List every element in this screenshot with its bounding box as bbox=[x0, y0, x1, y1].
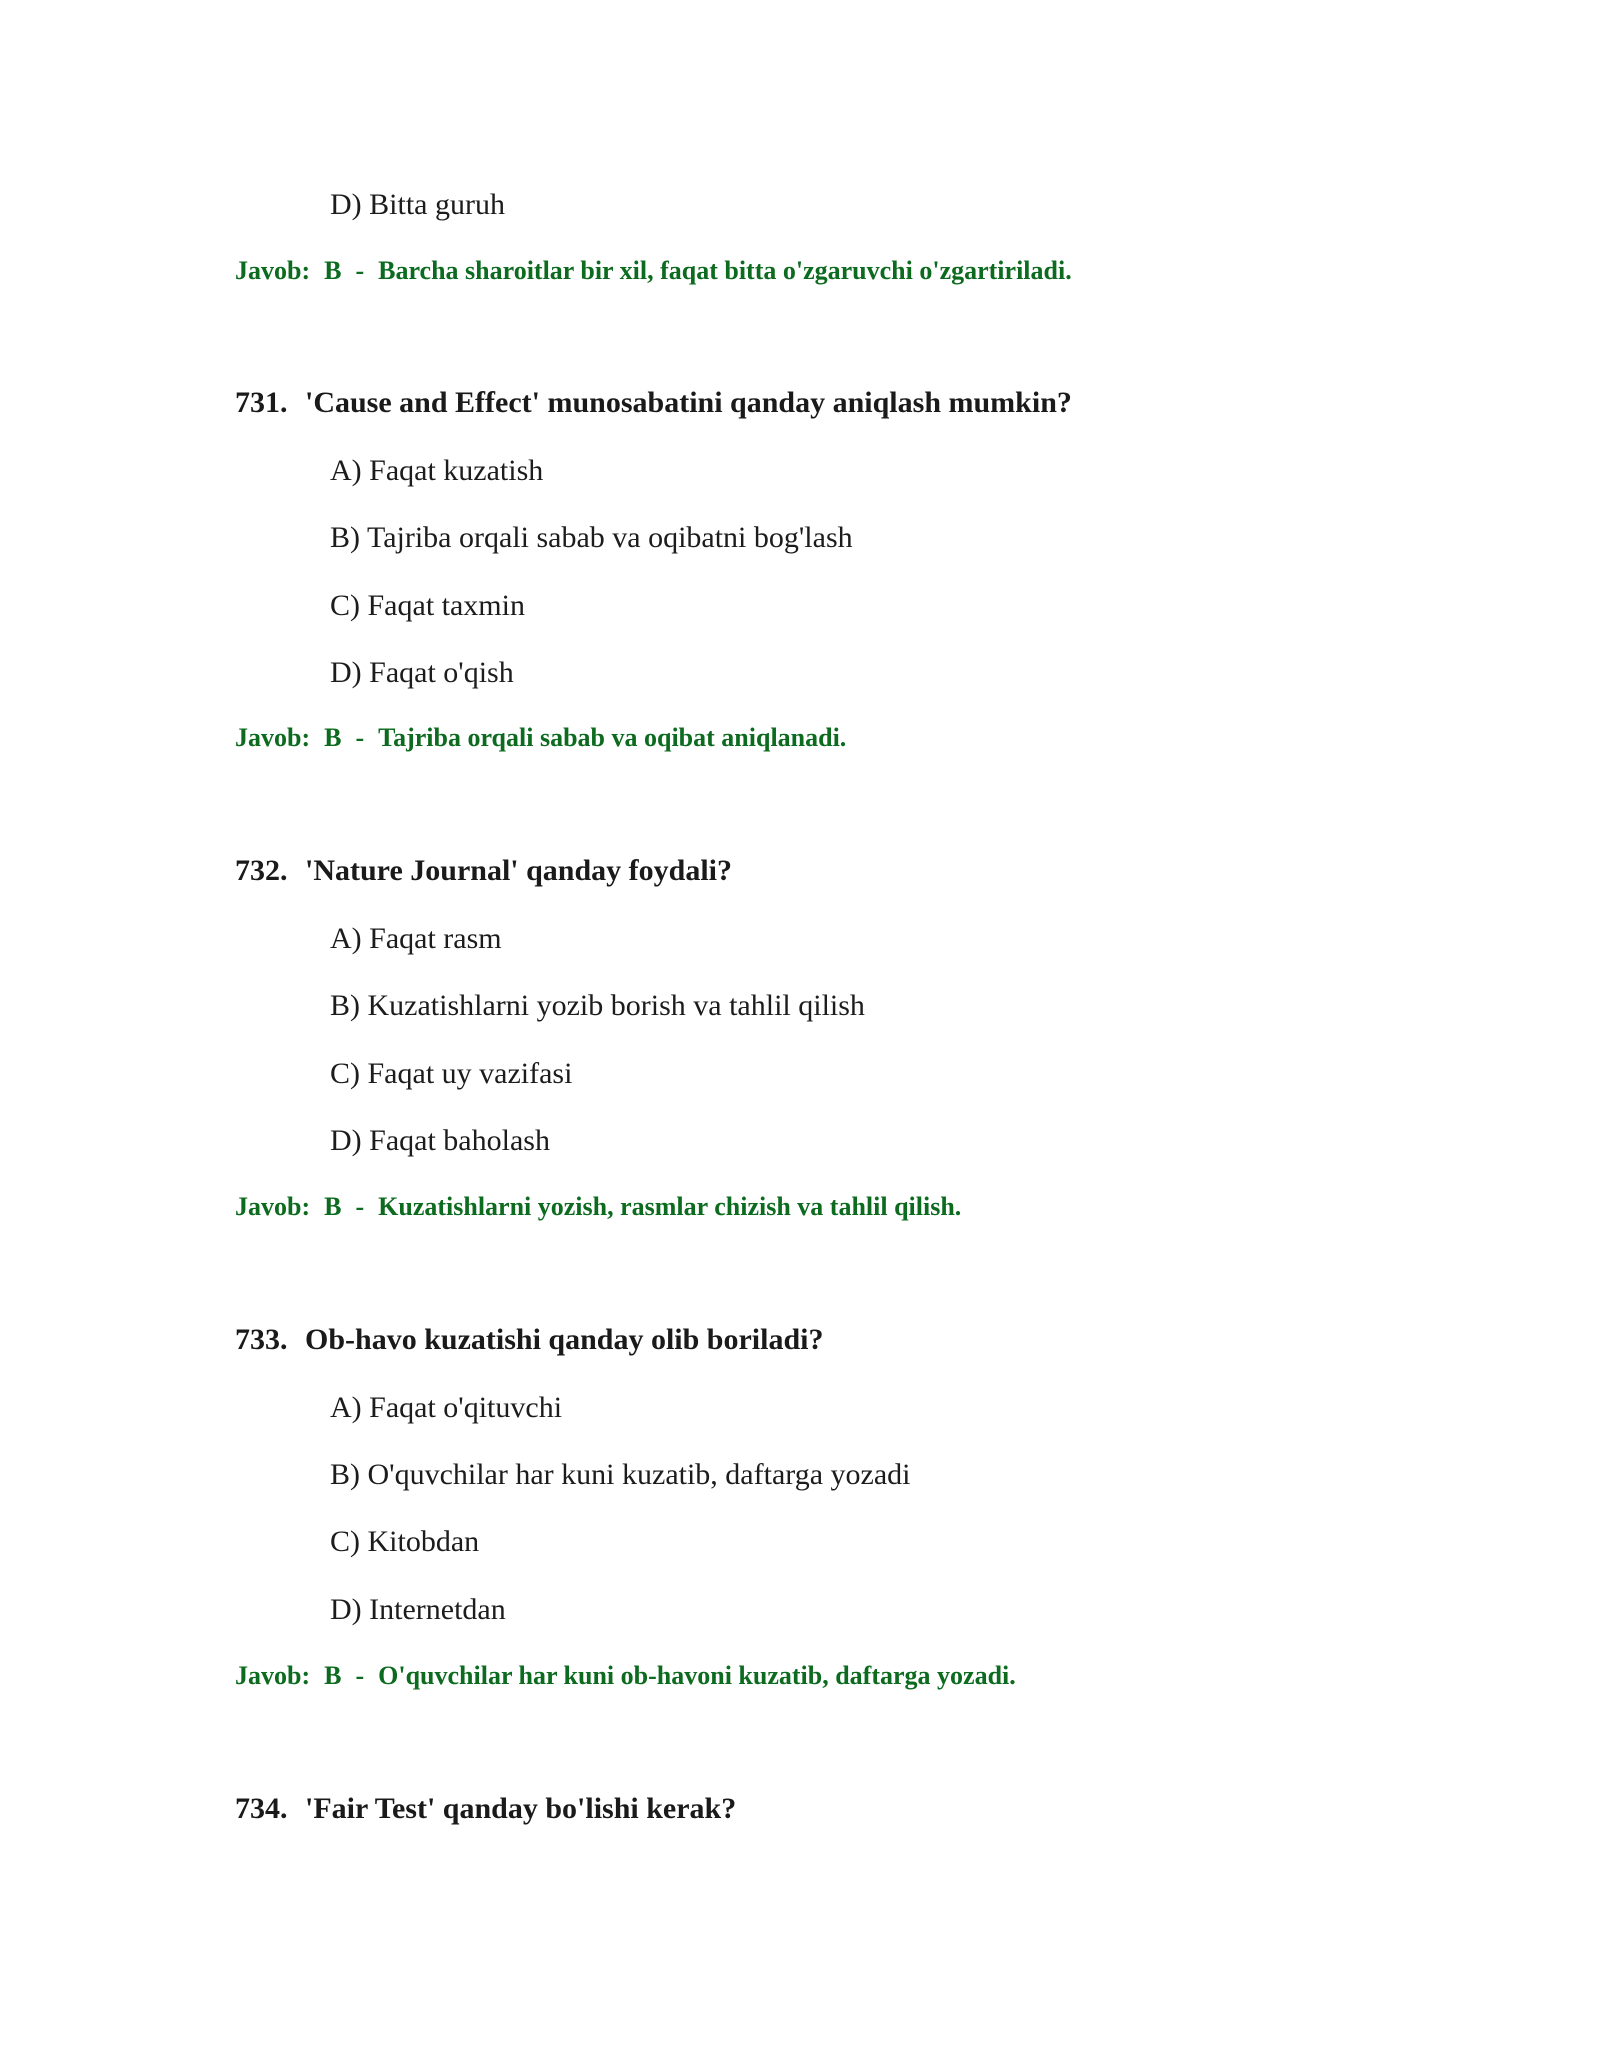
option-b: B) O'quvchilar har kuni kuzatib, daftarga yozadi bbox=[330, 1458, 911, 1491]
answer-label: Javob: bbox=[235, 723, 311, 752]
option-a: A) Faqat o'qituvchi bbox=[330, 1391, 563, 1424]
answer-line-731 bbox=[235, 725, 846, 751]
question-number: 733. bbox=[235, 1323, 288, 1356]
question-number: 734. bbox=[235, 1792, 288, 1825]
answer-key: B bbox=[324, 1661, 342, 1690]
answer-text: Tajriba orqali sabab va oqibat aniqlanadi. bbox=[378, 723, 847, 752]
answer-text: Kuzatishlarni yozish, rasmlar chizish va tahlil qilish. bbox=[378, 1192, 962, 1221]
option-b: B) Kuzatishlarni yozib borish va tahlil qilish bbox=[330, 989, 865, 1022]
question-text: 'Nature Journal' qanday foydali? bbox=[305, 854, 733, 887]
answer-label: Javob: bbox=[235, 1192, 311, 1221]
option-a: A) Faqat rasm bbox=[330, 922, 502, 955]
answer-label: Javob: bbox=[235, 256, 311, 285]
option-a: A) Faqat kuzatish bbox=[330, 454, 544, 487]
option-d: D) Faqat o'qish bbox=[330, 656, 514, 689]
question-text: 'Fair Test' qanday bo'lishi kerak? bbox=[305, 1792, 737, 1825]
answer-dash: - bbox=[355, 1661, 365, 1690]
answer-dash: - bbox=[355, 723, 365, 752]
answer-dash: - bbox=[355, 256, 365, 285]
question-731 bbox=[235, 388, 1072, 418]
option-c: C) Kitobdan bbox=[330, 1525, 480, 1558]
question-text: Ob-havo kuzatishi qanday olib boriladi? bbox=[305, 1323, 824, 1356]
question-number: 731. bbox=[235, 386, 288, 419]
option-d: D) Faqat baholash bbox=[330, 1124, 550, 1157]
option-c: C) Faqat taxmin bbox=[330, 589, 525, 622]
option-d-prev: D) Bitta guruh bbox=[330, 188, 505, 221]
question-734 bbox=[235, 1794, 736, 1824]
answer-dash: - bbox=[355, 1192, 365, 1221]
question-number: 732. bbox=[235, 854, 288, 887]
question-text: 'Cause and Effect' munosabatini qanday aniqlash mumkin? bbox=[305, 386, 1072, 419]
option-b: B) Tajriba orqali sabab va oqibatni bog'lash bbox=[330, 521, 853, 554]
answer-key: B bbox=[324, 723, 342, 752]
answer-line-733 bbox=[235, 1663, 1016, 1689]
answer-line-732 bbox=[235, 1194, 961, 1220]
answer-text: O'quvchilar har kuni ob-havoni kuzatib, daftarga yozadi. bbox=[378, 1661, 1016, 1690]
answer-key: B bbox=[324, 1192, 342, 1221]
answer-text: Barcha sharoitlar bir xil, faqat bitta o'zgaruvchi o'zgartiriladi. bbox=[378, 256, 1072, 285]
answer-line-prev bbox=[235, 258, 1072, 284]
answer-label: Javob: bbox=[235, 1661, 311, 1690]
question-732 bbox=[235, 856, 732, 886]
question-733 bbox=[235, 1325, 824, 1355]
option-d: D) Internetdan bbox=[330, 1593, 506, 1626]
answer-key: B bbox=[324, 256, 342, 285]
option-c: C) Faqat uy vazifasi bbox=[330, 1057, 573, 1090]
